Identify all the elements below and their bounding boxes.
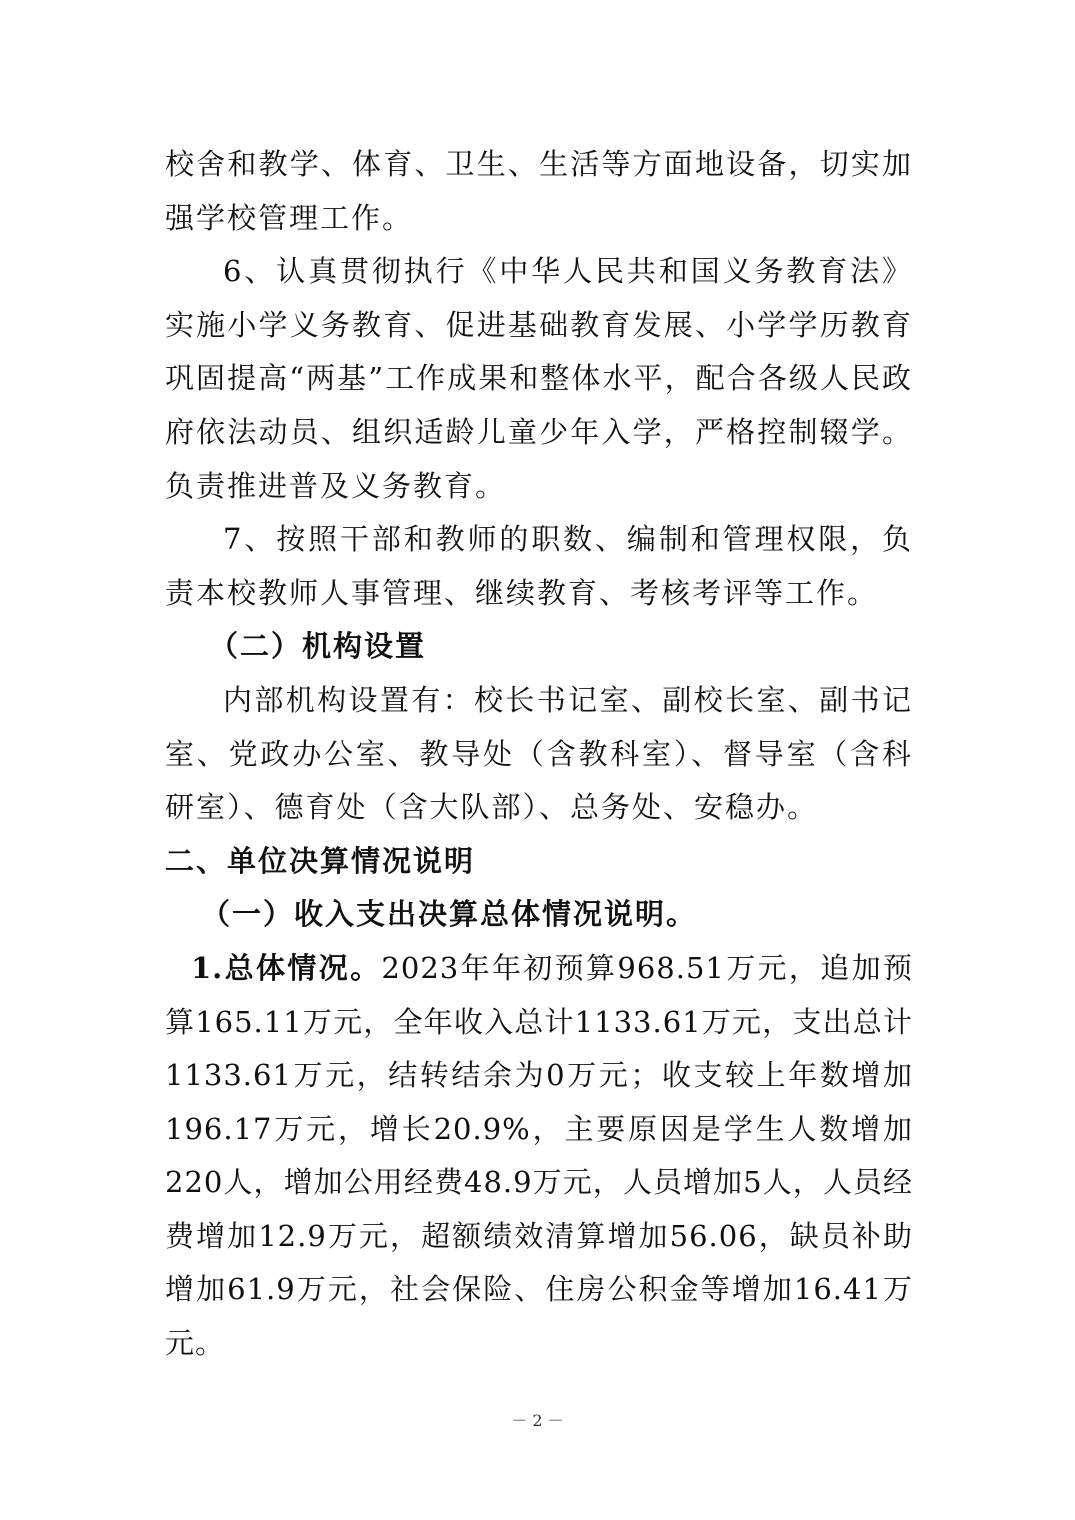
paragraph-facilities: 校舍和教学、体育、卫生、生活等方面地设备，切实加强学校管理工作。: [165, 147, 913, 235]
paragraph-organization: 内部机构设置有：校长书记室、副校长室、副书记室、党政办公室、教导处（含教科室）、督导室（含科研室）、德育处（含大队部）、总务处、安稳办。: [165, 682, 913, 825]
page-number: － 2 －: [511, 1411, 564, 1430]
paragraph-item-7: 7、按照干部和教师的职数、编制和管理权限，负责本校教师人事管理、继续教育、考核考评等工作。: [165, 522, 913, 610]
paragraph-item-6: 6、认真贯彻执行《中华人民共和国义务教育法》实施小学义务教育、促进基础教育发展、小学学历教育巩固提高“两基”工作成果和整体水平，配合各级人民政府依法动员、组织适龄儿童少年入学，严格控制辍学。负责推进普及义务教育。: [165, 254, 913, 503]
overall-lead: 1.总体情况。: [191, 950, 382, 985]
paragraph-overall: [165, 942, 913, 1371]
heading-section-2: 二、单位决算情况说明: [165, 843, 476, 878]
document-body: [165, 138, 913, 1371]
heading-organization: （二）机构设置: [209, 629, 427, 664]
overall-text: 2023年年初预算968.51万元，追加预算165.11万元，全年收入总计1133.61万元，支出总计1133.61万元，结转结余为0万元；收支较上年数增加196.17万元，增长20.9%，主要原因是学生人数增加220人，增加公用经费48.9万元，人员增加5人，人员经费增加12.9万元，超额绩效清算增加56.06，缺员补助增加61.9万元，社会保险、住房公积金等增加16.41万元。: [165, 950, 913, 1361]
heading-income-expense: （一）收入支出决算总体情况说明。: [201, 897, 698, 932]
